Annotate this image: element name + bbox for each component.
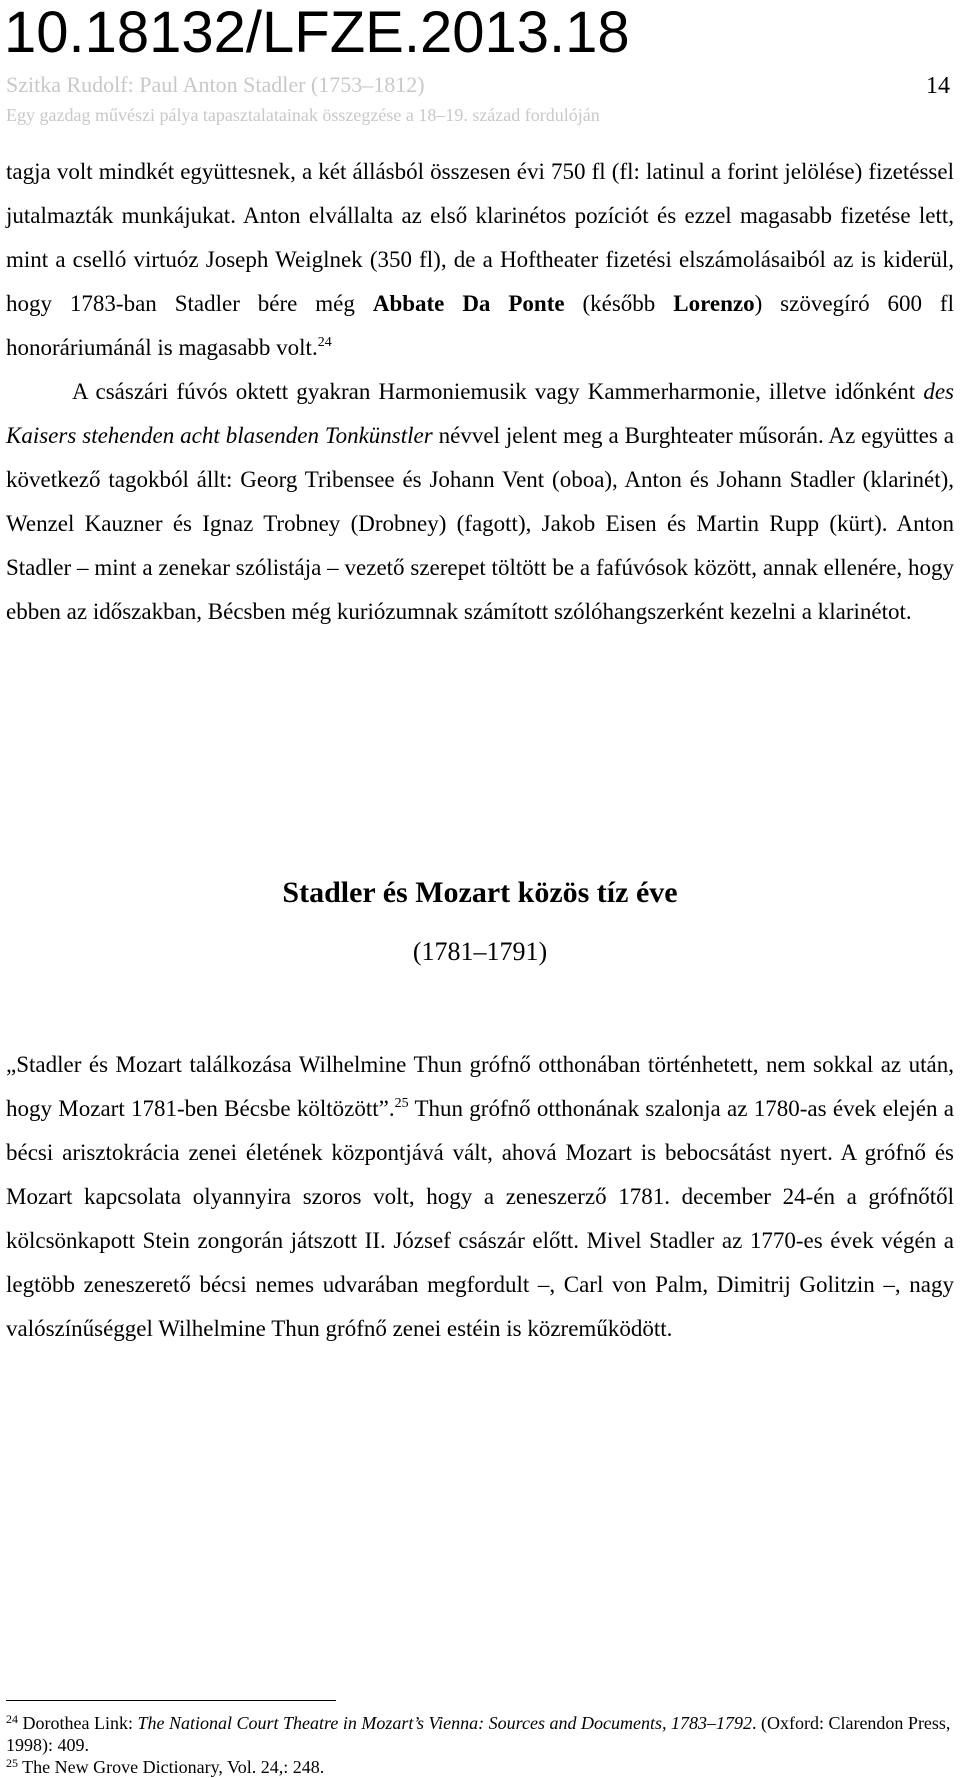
footnotes [6, 1712, 954, 1778]
paragraph-1: tagja volt mindkét együttesnek, a két állásból összesen évi 750 fl (fl: latinul a forint jelölése) fizetéssel jutalmazták munkájukat. Anton elvállalta az első klarinétos pozíciót és ezzel magasabb fizetése lett, mint a cselló virtuóz Joseph Weiglnek (350 fl), de a Hoftheater fizetési elszámolásaiból az is kiderül, hogy 1783-ban Stadler bére még Abbate Da Ponte (később Lorenzo) szövegíró 600 fl honoráriumánál is magasabb volt.$^{24}$ [6, 159, 954, 360]
body-section-1 [6, 150, 954, 634]
running-title: Szitka Rudolf: Paul Anton Stadler (1753–1812) [6, 72, 425, 97]
section-heading: Stadler és Mozart közös tíz éve [282, 876, 678, 909]
footnote-divider [6, 1700, 336, 1701]
name-da-ponte: Abbate Da Ponte [372, 291, 565, 316]
running-subtitle: Egy gazdag művészi pálya tapasztalatainak összegzése a 18–19. század fordulóján [6, 105, 600, 125]
footnote-ref-24[interactable]: 24 [317, 335, 332, 350]
section-dates: (1781–1791) [412, 937, 548, 966]
footnote-25: $^{25}$ The New Grove Dictionary, Vol. 24,: 248. [6, 1756, 325, 1777]
ensemble-name: des Kaisers stehenden acht blasenden Tonkünstler [6, 379, 954, 448]
name-lorenzo: Lorenzo [673, 291, 755, 316]
body-section-2 [6, 1043, 954, 1351]
footnote-ref-25[interactable]: 25 [394, 1096, 409, 1111]
footnote-24: $^{24}$ Dorothea Link: The National Court Theatre in Mozart’s Vienna: Sources and Documents, 1783–1792. (Oxford: Clarendon Press, 1998): 409. [6, 1712, 951, 1755]
page-number: 14 [926, 73, 950, 99]
paragraph-3: „Stadler és Mozart találkozása Wilhelmine Thun grófnő otthonában történhetett, nem sokkal az után, hogy Mozart 1781-ben Bécsbe költözött”.$^{25}$ Thun grófnő otthonának szalonja az 1780-as évek elején a bécsi arisztokrácia zenei életének központjává vált, ahová Mozart is bebocsátást nyert. A grófnő és Mozart kapcsolata olyannyira szoros volt, hogy a zeneszerző 1781. december 24-én a grófnőtől kölcsönkapott Stein zongorán játszott II. József császár előtt. Mivel Stadler az 1770-es évek végén a legtöbb zeneszerető bécsi nemes udvarában megfordult –, Carl von Palm, Dimitrij Golitzin –, nagy valószínűséggel Wilhelmine Thun grófnő zenei estéin is közreműködött. [6, 1052, 954, 1341]
paragraph-2: A császári fúvós oktett gyakran Harmoniemusik vagy Kammerharmonie, illetve időnként des Kaisers stehenden acht blasenden Tonkünstler névvel jelent meg a Burghteater műsorán. Az együttes a következő tagokból állt: Georg Tribensee és Johann Vent (oboa), Anton és Johann Stadler (klarinét), Wenzel Kauzner és Ignaz Trobney (Drobney) (fagott), Jakob Eisen és Martin Rupp (kürt). Anton Stadler – mint a zenekar szólistája – vezető szerepet töltött be a fafúvósok között, annak ellenére, hogy ebben az időszakban, Bécsben még kuriózumnak számított szólóhangszerként kezelni a klarinétot. [6, 379, 954, 624]
doi-heading: 10.18132/LFZE.2013.18 [4, 0, 630, 65]
